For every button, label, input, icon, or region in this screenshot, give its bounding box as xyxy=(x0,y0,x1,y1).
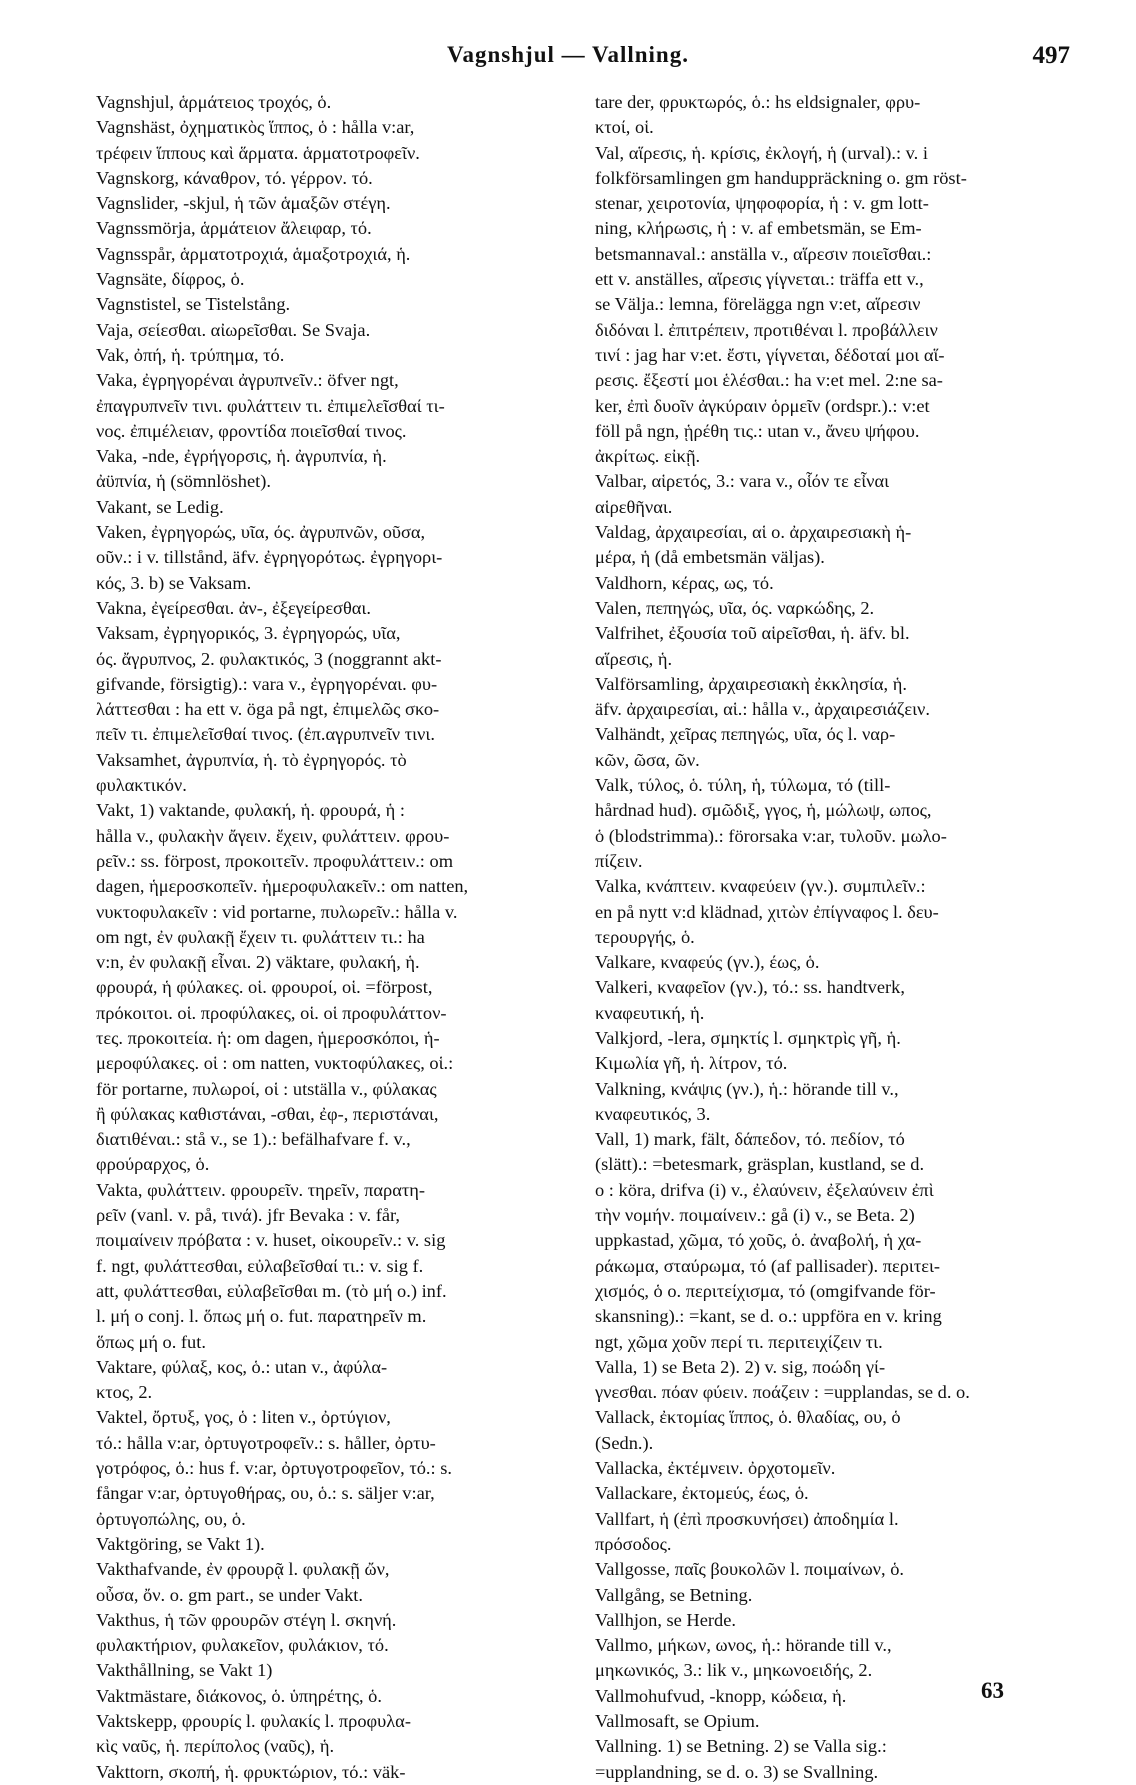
text-line: Vallackare, ἐκτομεύς, έως, ὁ. xyxy=(595,1483,809,1504)
text-line: Valkeri, κναφεῖον (γν.), τό.: ss. handtverk, xyxy=(595,977,905,998)
text-line: Vakna, ἐγείρεσθαι. ἀν-, ἐξεγείρεσθαι. xyxy=(96,597,371,618)
text-line: Valla, 1) se Beta 2). 2) v. sig, ποώδη γί- xyxy=(595,1356,886,1377)
text-line: Vagnshäst, ὀχηματικὸς ἵππος, ὁ : hålla v:ar, xyxy=(96,117,415,138)
text-line: Vallmohufvud, -knopp, κώδεια, ἡ. xyxy=(595,1685,847,1706)
text-line: τὴν νομήν. ποιμαίνειν.: gå (i) v., se Beta. 2) xyxy=(595,1205,915,1226)
text-line: äfv. ἀρχαιρεσίαι, αἱ.: hålla v., ἀρχαιρεσιάζειν. xyxy=(595,699,930,720)
text-line: stenar, χειροτονία, ψηφοφορία, ἡ : v. gm lott- xyxy=(595,193,929,214)
text-line: uppkastad, χῶμα, τό χοῦς, ὁ. ἀναβολή, ἡ χα- xyxy=(595,1230,922,1251)
text-line: Vakthus, ἡ τῶν φρουρῶν στέγη l. σκηνή. xyxy=(96,1609,397,1630)
text-line: Valhändt, χεῖρας πεπηγώς, υῖα, ός l. ναρ- xyxy=(595,724,896,745)
text-line: μηκωνικός, 3.: lik v., μηκωνοειδής, 2. xyxy=(595,1660,873,1681)
text-line: Vagnsspår, ἁρματοτροχιά, ἁμαξοτροχιά, ἡ. xyxy=(96,243,411,264)
text-line: Vaktmästare, διάκονος, ὁ. ὑπηρέτης, ὁ. xyxy=(96,1685,382,1706)
text-line: ρεσις. ἔξεστί μοι ἑλέσθαι.: ha v:et mel. 2:ne sa- xyxy=(595,370,943,391)
text-line: ὀρτυγοπώλης, ου, ὁ. xyxy=(96,1508,246,1529)
text-line: Vaktare, φύλαξ, κος, ὁ.: utan v., ἀφύλα- xyxy=(96,1356,388,1377)
text-line: Vallning. 1) se Betning. 2) se Valla sig.: xyxy=(595,1736,887,1757)
text-line: ρεῖν.: ss. förpost, προκοιτεῖν. προφυλάττειν.: om xyxy=(96,850,454,871)
text-line: en på nytt v:d klädnad, χιτὼν ἐπίγναφος l. δευ- xyxy=(595,901,939,922)
text-line: Vallmosaft, se Opium. xyxy=(595,1711,760,1731)
text-line: föll på ngn, ᾑρέθη τις.: utan v., ἄνευ ψήφου. xyxy=(595,420,920,441)
text-line: γνεσθαι. πόαν φύειν. ποάζειν : =upplandas, se d. o. xyxy=(595,1382,970,1403)
text-line: folkförsamlingen gm handuppräckning o. gm röst- xyxy=(595,167,967,188)
text-line: att, φυλάττεσθαι, εὐλαβεῖσθαι m. (τὸ μή o.) inf. xyxy=(96,1280,447,1301)
text-line: Vallgosse, παῖς βουκολῶν l. ποιμαίνων, ὁ. xyxy=(595,1559,904,1580)
text-line: Vakt, 1) vaktande, φυλακή, ἡ. φρουρά, ἡ : xyxy=(96,800,405,821)
text-line: Κιμωλία γῆ, ἡ. λίτρον, τό. xyxy=(595,1053,788,1074)
text-line: Vakthållning, se Vakt 1) xyxy=(96,1660,273,1681)
text-line: för portarne, πυλωροί, οἱ : utställa v., φύλακας xyxy=(96,1078,437,1099)
right-column xyxy=(595,90,1047,1785)
text-line: Vaktgöring, se Vakt 1). xyxy=(96,1533,265,1554)
text-line: Vallfart, ἡ (ἐπὶ προσκυνήσει) ἀποδημία l. xyxy=(595,1508,899,1529)
page-number: 497 xyxy=(1032,42,1070,69)
text-line: κτος, 2. xyxy=(96,1382,153,1403)
text-line: κναφευτικός, 3. xyxy=(595,1103,711,1124)
text-line: om ngt, ἐν φυλακῇ ἔχειν τι. φυλάττειν τι.: ha xyxy=(96,926,425,947)
text-line: ker, ἐπὶ δυοῖν ἀγκύραιν ὁρμεῖν (ordspr.).: v:et xyxy=(595,395,930,416)
text-line: Vall, 1) mark, fält, δάπεδον, τό. πεδίον, τό xyxy=(595,1129,905,1150)
text-line: tare der, φρυκτωρός, ὁ.: hs eldsignaler, φρυ- xyxy=(595,92,921,112)
text-line: Valk, τύλος, ὁ. τύλη, ἡ, τύλωμα, τό (till- xyxy=(595,775,891,796)
text-line: κὶς ναῦς, ἡ. περίπολος (ναῦς), ἡ. xyxy=(96,1736,335,1757)
text-line: dagen, ἡμεροσκοπεῖν. ἡμεροφυλακεῖν.: om natten, xyxy=(96,876,469,897)
text-line: (slätt).: =betesmark, gräsplan, kustland, se d. xyxy=(595,1154,925,1175)
text-line: betsmannaval.: anställa v., αἵρεσιν ποιεῖσθαι.: xyxy=(595,243,932,264)
text-line: τρέφειν ἵππους καὶ ἅρματα. ἁρματοτροφεῖν. xyxy=(96,142,420,163)
text-line: τες. προκοιτεία. ἡ: om dagen, ἡμεροσκόποι, ἡ- xyxy=(96,1027,440,1048)
text-line: γοτρόφος, ὁ.: hus f. v:ar, ὀρτυγοτροφεῖον, τό.: s. xyxy=(96,1458,452,1479)
text-line: Vagnstistel, se Tistelstång. xyxy=(96,294,291,315)
text-line: Vallgång, se Betning. xyxy=(595,1584,753,1605)
text-line: (Sedn.). xyxy=(595,1432,654,1453)
text-line: χισμός, ὁ o. περιτείχισμα, τό (omgifvande för- xyxy=(595,1280,936,1301)
text-line: νυκτοφυλακεῖν : vid portarne, πυλωρεῖν.: hålla v. xyxy=(96,901,458,922)
text-line: Vagnslider, -skjul, ἡ τῶν ἁμαξῶν στέγη. xyxy=(96,193,391,214)
text-line: Vaksamhet, ἀγρυπνία, ἡ. τὸ ἐγρηγορός. τὸ xyxy=(96,749,407,770)
text-line: Valfrihet, ἐξουσία τοῦ αἱρεῖσθαι, ἡ. äfv. bl. xyxy=(595,623,910,644)
text-line: ἀϋπνία, ἡ (sömnlöshet). xyxy=(96,471,271,492)
text-line: τό.: hålla v:ar, ὀρτυγοτροφεῖν.: s. håller, ὀρτυ- xyxy=(96,1432,436,1453)
left-column xyxy=(96,90,566,1785)
text-line: =upplandning, se d. o. 3) se Svallning. xyxy=(595,1761,879,1782)
text-line: ός. ἄγρυπνος, 2. φυλακτικός, 3 (noggrannt akt- xyxy=(96,648,442,669)
text-line: Valkning, κνάψις (γν.), ἡ.: hörande till v., xyxy=(595,1078,899,1099)
text-line: Vaksam, ἐγρηγορικός, 3. ἐγρηγορώς, υῖα, xyxy=(96,623,401,644)
text-line: Vaktel, ὄρτυξ, γος, ὁ : liten v., ὀρτύγιον, xyxy=(96,1407,391,1428)
text-line: Vakta, φυλάττειν. φρουρεῖν. τηρεῖν, παρατη- xyxy=(96,1179,425,1200)
text-line: αἱρεθῆναι. xyxy=(595,496,673,517)
text-line: l. μή o conj. l. ὅπως μή o. fut. παρατηρεῖν m. xyxy=(96,1306,427,1327)
text-line: ngt, χῶμα χοῦν περί τι. περιτειχίζειν τι. xyxy=(595,1331,883,1352)
text-line: μέρα, ἡ (då embetsmän väljas). xyxy=(595,547,825,568)
text-line: hålla v., φυλακὴν ἄγειν. ἔχειν, φυλάττειν. φρου- xyxy=(96,825,450,846)
text-line: οῦν.: i v. tillstånd, äfv. ἐγρηγορότως. ἐγρηγορι- xyxy=(96,547,443,568)
text-line: Val, αἵρεσις, ἡ. κρίσις, ἐκλογή, ἡ (urval).: v. i xyxy=(595,142,928,163)
text-line: τερουργής, ὁ. xyxy=(595,926,695,947)
text-line: κτοί, οἱ. xyxy=(595,117,654,138)
text-line: φρουρά, ἡ φύλακες. οἱ. φρουροί, οἱ. =förpost, xyxy=(96,977,433,998)
text-line: Valkjord, -lera, σμηκτίς l. σμηκτρὶς γῆ, ἡ. xyxy=(595,1027,901,1048)
text-line: φρούραρχος, ὁ. xyxy=(96,1154,210,1175)
text-line: Valförsamling, ἀρχαιρεσιακὴ ἐκκλησία, ἡ. xyxy=(595,673,907,694)
text-line: Vaktskepp, φρουρίς l. φυλακίς l. προφυλα- xyxy=(96,1711,411,1731)
text-line: f. ngt, φυλάττεσθαι, εὐλαβεῖσθαί τι.: v. sig f. xyxy=(96,1255,424,1276)
text-line: ning, κλήρωσις, ἡ : v. af embetsmän, se Em- xyxy=(595,218,922,239)
text-line: ἢ φύλακας καθιστάναι, -σθαι, ἐφ-, περιστάναι, xyxy=(96,1103,439,1124)
text-line: ποιμαίνειν πρόβατα : v. huset, οἰκουρεῖν.: v. sig xyxy=(96,1230,446,1251)
page-header xyxy=(0,42,1136,82)
text-line: Vagnshjul, ἁρμάτειος τροχός, ὁ. xyxy=(96,92,332,112)
text-line: ὅπως μή o. fut. xyxy=(96,1331,206,1352)
text-line: Vak, ὀπή, ἡ. τρύπημα, τό. xyxy=(96,344,285,365)
text-line: μεροφύλακες. οἱ : om natten, νυκτοφύλακες, οἱ.: xyxy=(96,1053,454,1074)
text-line: διδόναι l. ἐπιτρέπειν, προτιθέναι l. προβάλλειν xyxy=(595,319,938,340)
text-line: Valdhorn, κέρας, ως, τό. xyxy=(595,572,774,593)
text-line: ἐπαγρυπνεῖν τινι. φυλάττειν τι. ἐπιμελεῖσθαί τι- xyxy=(96,395,445,416)
text-line: διατιθέναι.: stå v., se 1).: befälhafvare f. v., xyxy=(96,1129,411,1150)
text-line: Vallmo, μήκων, ωνος, ἡ.: hörande till v., xyxy=(595,1635,892,1656)
text-line: πρόσοδος. xyxy=(595,1533,672,1554)
text-line: λάττεσθαι : ha ett v. öga på ngt, ἐπιμελῶς σκο- xyxy=(96,699,440,720)
text-line: φυλακτήριον, φυλακεῖον, φυλάκιον, τό. xyxy=(96,1635,389,1656)
text-line: Vallacka, ἐκτέμνειν. ὀρχοτομεῖν. xyxy=(595,1458,836,1479)
text-line: gifvande, försigtig).: vara v., ἐγρηγορέναι. φυ- xyxy=(96,673,438,694)
text-line: hårdnad hud). σμῶδιξ, γγος, ἡ, μώλωψ, ωπος, xyxy=(595,800,932,821)
text-line: Vaka, ἐγρηγορέναι ἀγρυπνεῖν.: öfver ngt, xyxy=(96,370,399,391)
text-line: νος. ἐπιμέλειαν, φροντίδα ποιεῖσθαί τινος. xyxy=(96,420,407,441)
text-line: v:n, ἐν φυλακῇ εἶναι. 2) väktare, φυλακή, ἡ. xyxy=(96,952,420,973)
text-line: o : köra, drifva (i) v., ἐλαύνειν, ἐξελαύνειν ἐπὶ xyxy=(595,1179,934,1200)
text-line: Vaken, ἐγρηγορώς, υῖα, ός. ἀγρυπνῶν, οῦσα, xyxy=(96,522,426,543)
text-line: Vallhjon, se Herde. xyxy=(595,1609,736,1630)
text-line: Vaja, σείεσθαι. αἰωρεῖσθαι. Se Svaja. xyxy=(96,319,371,340)
text-line: skansning).: =kant, se d. o.: uppföra en v. kring xyxy=(595,1306,942,1327)
text-line: Valdag, ἀρχαιρεσίαι, αἱ o. ἀρχαιρεσιακὴ ἡ- xyxy=(595,522,912,543)
text-line: ἀκρίτως. εἰκῇ. xyxy=(595,446,701,467)
text-line: κός, 3. b) se Vaksam. xyxy=(96,572,252,593)
text-line: ett v. anställes, αἵρεσις γίγνεται.: träffa ett v., xyxy=(595,269,924,290)
text-line: Vagnssmörja, ἁρμάτειον ἄλειφαρ, τό. xyxy=(96,218,372,239)
text-line: Vakthafvande, ἐν φρουρᾷ l. φυλακῇ ὤν, xyxy=(96,1559,390,1580)
text-line: ράκωμα, σταύρωμα, τό (af pallisader). περιτει- xyxy=(595,1255,941,1276)
text-line: πεῖν τι. ἐπιμελεῖσθαί τινος. (ἐπ.αγρυπνεῖν τινι. xyxy=(96,724,435,745)
text-line: Vagnsäte, δίφρος, ὁ. xyxy=(96,269,245,290)
text-line: οὖσα, ὄν. o. gm part., se under Vakt. xyxy=(96,1584,363,1605)
text-line: αἵρεσις, ἡ. xyxy=(595,648,673,669)
text-line: κῶν, ῶσα, ῶν. xyxy=(595,749,700,770)
text-line: Valka, κνάπτειν. κναφεύειν (γν.). συμπιλεῖν.: xyxy=(595,876,926,897)
text-line: Valbar, αἱρετός, 3.: vara v., οἷόν τε εἶναι xyxy=(595,471,890,492)
text-line: Valen, πεπηγώς, υῖα, ός. ναρκώδης, 2. xyxy=(595,597,875,618)
text-line: κναφευτική, ἡ. xyxy=(595,1002,705,1023)
text-line: se Välja.: lemna, förelägga ngn v:et, αἵρεσιν xyxy=(595,294,921,315)
text-line: Valkare, κναφεύς (γν.), έως, ὁ. xyxy=(595,952,820,973)
text-line: fångar v:ar, ὀρτυγοθήρας, ου, ὁ.: s. säljer v:ar, xyxy=(96,1483,435,1504)
text-line: πρόκοιτοι. οἱ. προφύλακες, οἱ. οἱ προφυλάττον- xyxy=(96,1002,447,1023)
text-line: Vallack, ἐκτομίας ἵππος, ὁ. θλαδίας, ου, ὁ xyxy=(595,1407,901,1428)
text-line: τινί : jag har v:et. ἔστι, γίγνεται, δέδοταί μοι αἵ- xyxy=(595,344,945,365)
text-line: Vakttorn, σκοπή, ἡ. φρυκτώριον, τό.: väk- xyxy=(96,1761,406,1782)
text-line: φυλακτικόν. xyxy=(96,775,187,796)
text-line: Vakant, se Ledig. xyxy=(96,496,224,517)
text-line: ρεῖν (vanl. v. på, τινά). jfr Bevaka : v. får, xyxy=(96,1205,400,1226)
running-head: Vagnshjul — Vallning. xyxy=(447,42,689,67)
text-line: Vaka, -nde, ἐγρήγορσις, ἡ. ἀγρυπνία, ἡ. xyxy=(96,446,387,467)
signature-mark: 63 xyxy=(981,1678,1004,1703)
text-line: Vagnskorg, κάναθρον, τό. γέρρον. τό. xyxy=(96,167,373,188)
text-line: πίζειν. xyxy=(595,850,643,871)
text-line: ὁ (blodstrimma).: förorsaka v:ar, τυλοῦν. μωλο- xyxy=(595,825,947,846)
